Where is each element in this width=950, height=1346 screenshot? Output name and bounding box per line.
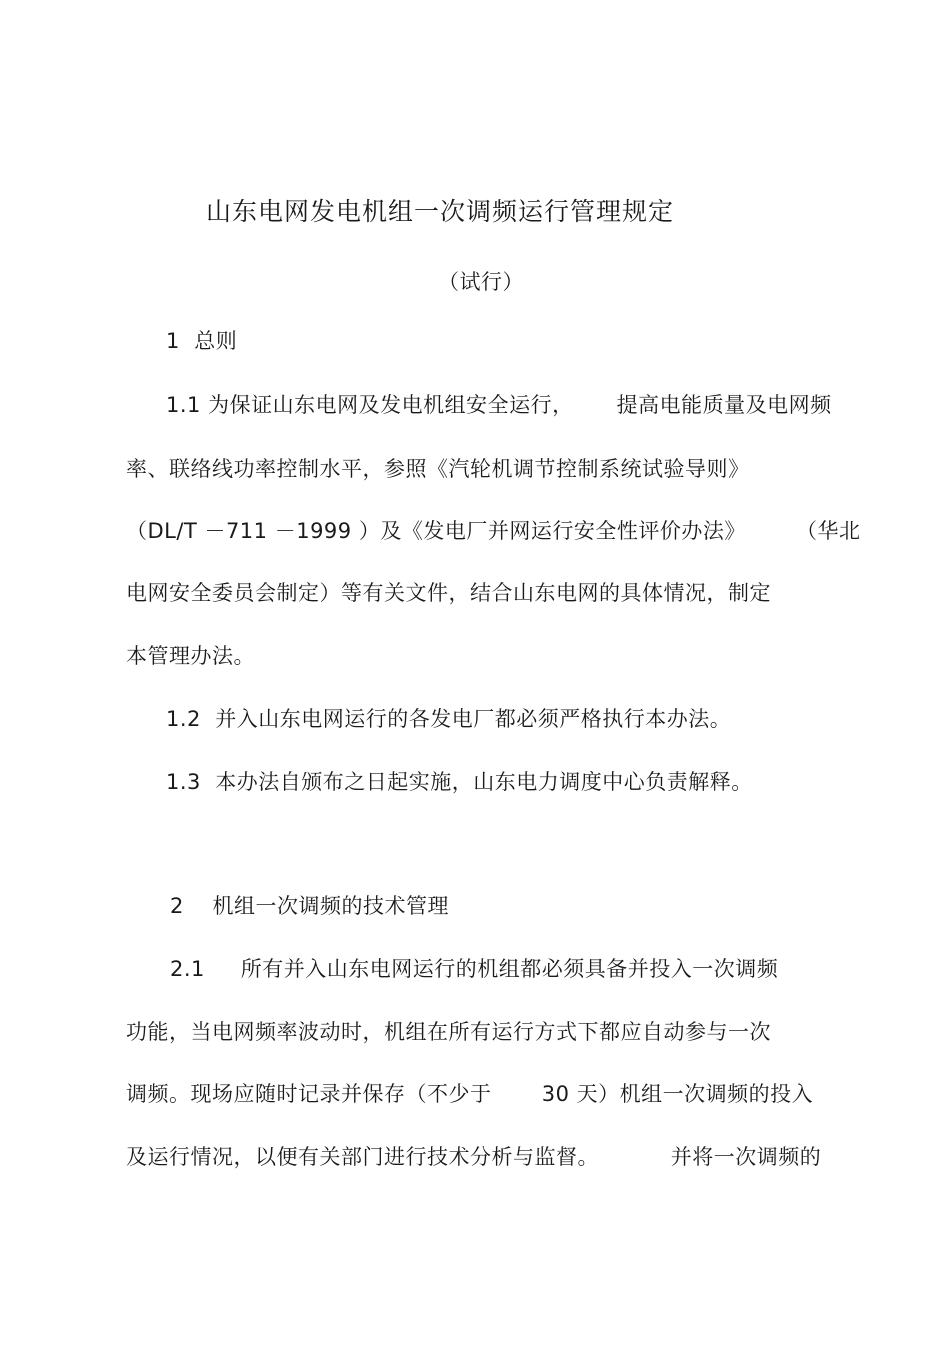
paragraph-line: 1.3 本办法自颁布之日起实施，山东电力调度中心负责解释。	[166, 770, 753, 794]
document-subtitle: （试行）	[438, 270, 524, 294]
paragraph-line: 1.2 并入山东电网运行的各发电厂都必须严格执行本办法。	[166, 707, 732, 731]
paragraph-line: 功能，当电网频率波动时，机组在所有运行方式下都应自动参与一次	[126, 1020, 771, 1044]
paragraph-line: 率、联络线功率控制水平，参照《汽轮机调节控制系统试验导则》	[126, 457, 750, 481]
paragraph-line: 2.1 所有并入山东电网运行的机组都必须具备并投入一次调频	[170, 957, 779, 981]
paragraph-line: 本管理办法。	[126, 644, 255, 668]
section-1-heading: 1 总则	[166, 329, 238, 353]
paragraph-line: 1.1 为保证山东电网及发电机组安全运行， 提高电能质量及电网频	[166, 393, 832, 417]
paragraph-line: 调频。现场应随时记录并保存（不少于 30 天）机组一次调频的投入	[126, 1082, 814, 1106]
section-2-heading: 2 机组一次调频的技术管理	[170, 894, 450, 918]
document-title: 山东电网发电机组一次调频运行管理规定	[206, 197, 675, 226]
paragraph-line: （DL/T －711 －1999 ）及《发电厂并网运行安全性评价办法》 （华北	[126, 519, 861, 543]
paragraph-line: 及运行情况，以便有关部门进行技术分析与监督。 并将一次调频的	[126, 1145, 822, 1169]
paragraph-line: 电网安全委员会制定）等有关文件，结合山东电网的具体情况，制定	[126, 581, 771, 605]
